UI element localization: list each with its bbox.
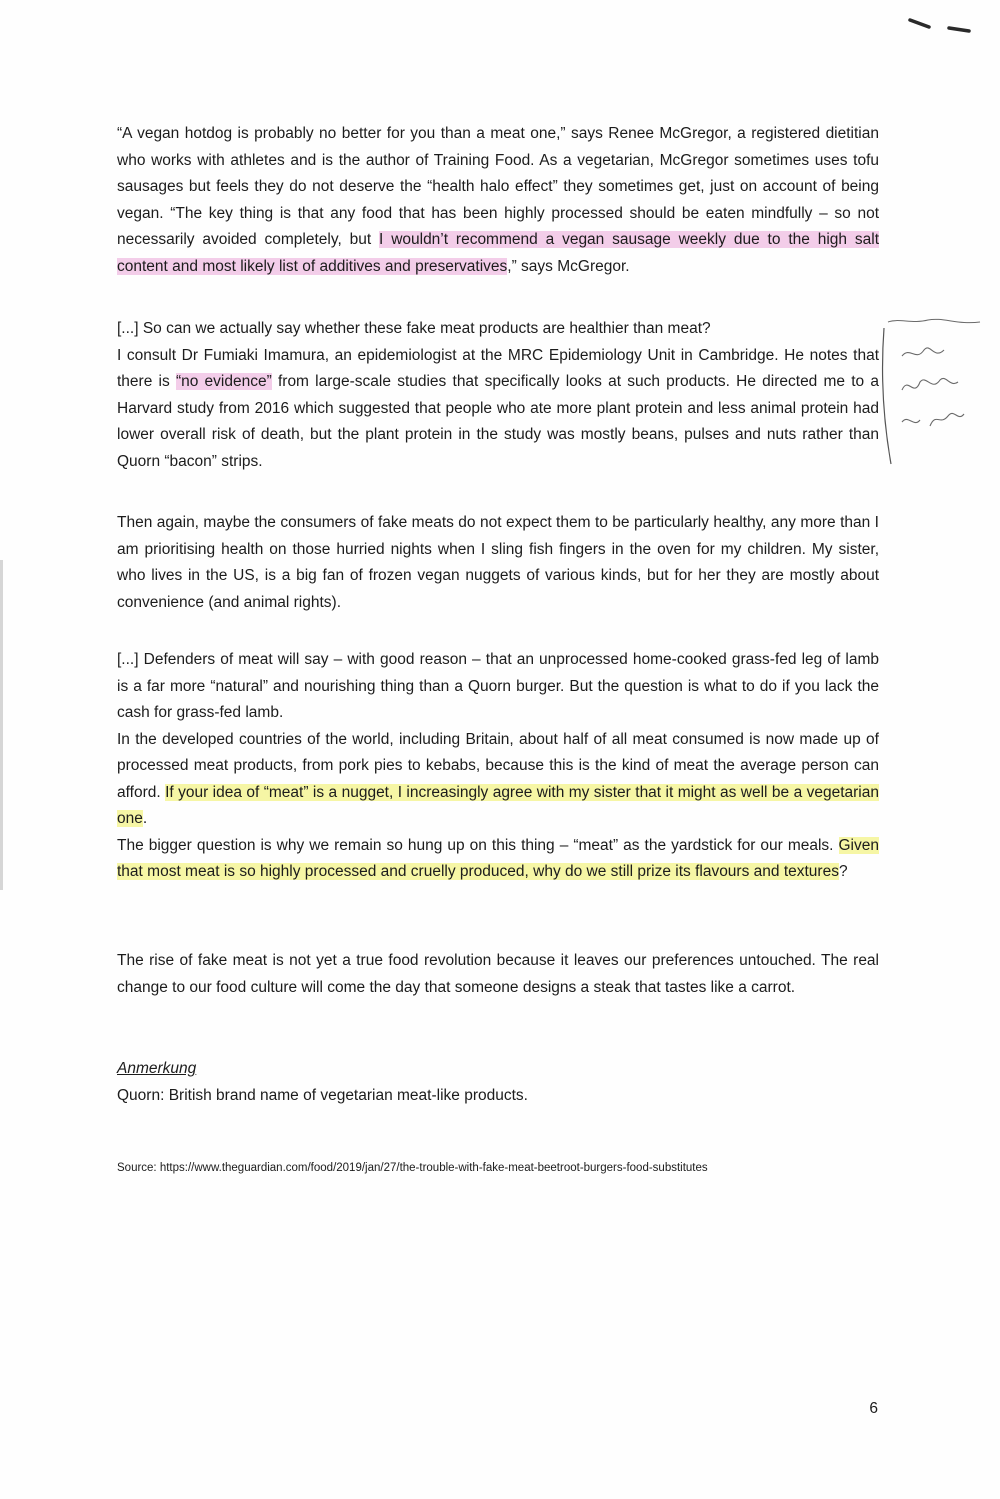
paragraph-text: “A vegan hotdog is probably no better for you than a meat one,” says Renee McGregor, a registered dietitian who works with athletes and is the author of Training Food. As a vegetarian, McGregor sometimes uses tofu sausages but feels they do not deserve the “health halo effect” they sometimes get, just on account of being vegan. “The key thing is that any food that has been highly processed should be eaten mindfully – so not necessarily avoided completely, but — [117, 125, 879, 248]
highlight-yellow: If your idea of “meat” is a nugget, I increasingly agree with my sister that it might as well be a vegetarian one — [117, 783, 879, 827]
paragraph-defenders — [117, 647, 879, 886]
paragraph-text: . — [142, 810, 148, 827]
paragraph-text: ,” says McGregor. — [507, 257, 630, 275]
paragraph-text: The bigger question is why we remain so hung up on this thing – “meat” as the yardstick for our meals. — [117, 836, 839, 854]
paragraph-consumers — [117, 510, 879, 616]
source-citation: Source: https://www.theguardian.com/food/2019/jan/27/the-trouble-with-fake-meat-beetroot-burgers-food-substitutes — [117, 1162, 708, 1174]
corner-pen-marks — [905, 10, 975, 40]
highlight-pink: “no evidence” — [175, 373, 272, 390]
scan-edge-shadow — [0, 560, 3, 890]
paragraph-text: from large-scale studies that specifically looks at such products. He directed me to a Harvard study from 2016 which suggested that people who ate more plant protein and less animal protein had lower overall risk of death, but the plant protein in the study was mostly beans, pulses and nuts rather than Quorn “bacon” strips. — [117, 373, 880, 470]
paragraph-mcgregor — [117, 121, 879, 280]
handwritten-margin-note — [868, 316, 986, 466]
highlight-pink: I wouldn’t recommend a vegan sausage weekly due to the high salt content and most likely list of additives and preservatives — [117, 231, 879, 275]
footnote-title: Anmerkung — [117, 1060, 197, 1077]
paragraph-evidence — [117, 316, 879, 475]
page-number: 6 — [869, 1400, 878, 1417]
paragraph-question: [...] So can we actually say whether these fake meat products are healthier than meat? — [117, 320, 711, 337]
footnote — [117, 1055, 528, 1109]
footnote-text: Quorn: British brand name of vegetarian meat-like products. — [117, 1087, 528, 1104]
paragraph-text: The rise of fake meat is not yet a true food revolution because it leaves our preferences untouched. The real change to our food culture will come the day that someone designs a steak that tastes like a carrot. — [117, 952, 879, 996]
paragraph-text: Then again, maybe the consumers of fake meats do not expect them to be particularly healthy, any more than I am prioritising health on those hurried nights when I sling fish fingers in the oven for my children. My sister, who lives in the US, is a big fan of frozen vegan nuggets of various kinds, but for her they are mostly about convenience (and animal rights). — [117, 514, 879, 611]
paragraph-text: I consult Dr Fumiaki Imamura, an epidemiologist at the MRC Epidemiology Unit in Cambridge. He notes that there is — [117, 346, 879, 390]
paragraph-text: ? — [838, 863, 848, 880]
paragraph-text: In the developed countries of the world, including Britain, about half of all meat consumed is now made up of processed meat products, from pork pies to kebabs, because this is the kind of meat the average person can afford. — [117, 730, 879, 801]
highlight-yellow: Given that most meat is so highly processed and cruelly produced, why do we still prize its flavours and textures — [117, 836, 879, 880]
paragraph-conclusion — [117, 948, 879, 1001]
paragraph-text: [...] Defenders of meat will say – with good reason – that an unprocessed home-cooked grass-fed leg of lamb is a far more “natural” and nourishing thing than a Quorn burger. But the question is what to do if you lack the cash for grass-fed lamb. — [117, 651, 879, 721]
